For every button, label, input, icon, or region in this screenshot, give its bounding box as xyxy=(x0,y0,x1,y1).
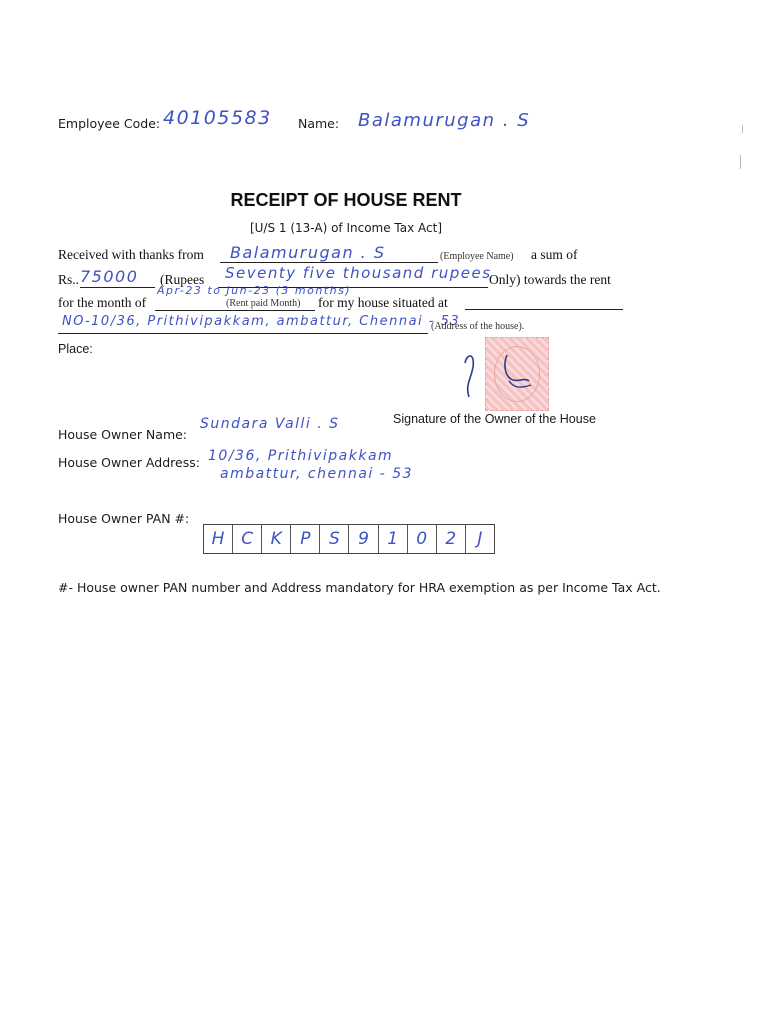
pan-char: C xyxy=(233,525,262,553)
scan-mark xyxy=(742,125,743,133)
address-value: NO-10/36, Prithivipakkam, ambattur, Chennai - 53 xyxy=(62,314,461,329)
pan-char: 2 xyxy=(437,525,466,553)
pan-char: 0 xyxy=(408,525,437,553)
employee-name-hint: (Employee Name) xyxy=(440,251,514,262)
situated-text: for my house situated at xyxy=(318,295,448,310)
footnote: #- House owner PAN number and Address mandatory for HRA exemption as per Income Tax Act. xyxy=(58,580,661,595)
owner-signature xyxy=(455,345,575,405)
name-label: Name: xyxy=(298,116,340,131)
address-line xyxy=(58,333,428,334)
owner-address-label: House Owner Address: xyxy=(58,455,200,470)
pan-char: H xyxy=(204,525,233,553)
sum-of-text: a sum of xyxy=(531,247,578,262)
name-value: Balamurugan . S xyxy=(358,110,531,131)
owner-name-label: House Owner Name: xyxy=(58,427,188,442)
owner-name-value: Sundara Valli . S xyxy=(200,416,340,432)
month-hint: (Rent paid Month) xyxy=(226,298,301,309)
rupees-label: (Rupees xyxy=(160,272,205,287)
pan-char: 9 xyxy=(349,525,378,553)
amount-words-value: Seventy five thousand rupees xyxy=(225,264,492,282)
pan-char: S xyxy=(320,525,349,553)
amount-line xyxy=(80,287,155,288)
pan-char: 1 xyxy=(379,525,408,553)
received-prefix: Received with thanks from xyxy=(58,247,204,262)
employee-code-value: 40105583 xyxy=(163,107,272,129)
address-hint: (Address of the house). xyxy=(431,321,525,332)
place-label: Place: xyxy=(58,342,93,356)
employee-name-value: Balamurugan . S xyxy=(230,243,386,262)
signature-label: Signature of the Owner of the House xyxy=(393,412,596,426)
page-subtitle: [U/S 1 (13-A) of Income Tax Act] xyxy=(249,221,443,235)
scan-mark xyxy=(740,155,741,169)
rs-label: Rs.. xyxy=(58,272,80,287)
month-line xyxy=(155,310,315,311)
pan-box xyxy=(203,524,495,554)
pan-char: K xyxy=(262,525,291,553)
pan-char: J xyxy=(477,529,483,549)
amount-value: 75000 xyxy=(80,267,139,286)
employee-name-line xyxy=(220,262,438,263)
situated-line xyxy=(465,309,623,310)
employee-code-label: Employee Code: xyxy=(58,116,161,131)
owner-address-line1: 10/36, Prithivipakkam xyxy=(208,448,394,464)
only-towards-text: Only) towards the rent xyxy=(489,272,611,287)
page-title: RECEIPT OF HOUSE RENT xyxy=(230,190,462,210)
owner-address-line2: ambattur, chennai - 53 xyxy=(220,466,414,482)
pan-char: P xyxy=(291,525,320,553)
month-prefix: for the month of xyxy=(58,295,147,310)
owner-pan-label: House Owner PAN #: xyxy=(58,511,190,526)
month-value: Apr-23 to Jun-23 (3 months) xyxy=(157,284,352,297)
